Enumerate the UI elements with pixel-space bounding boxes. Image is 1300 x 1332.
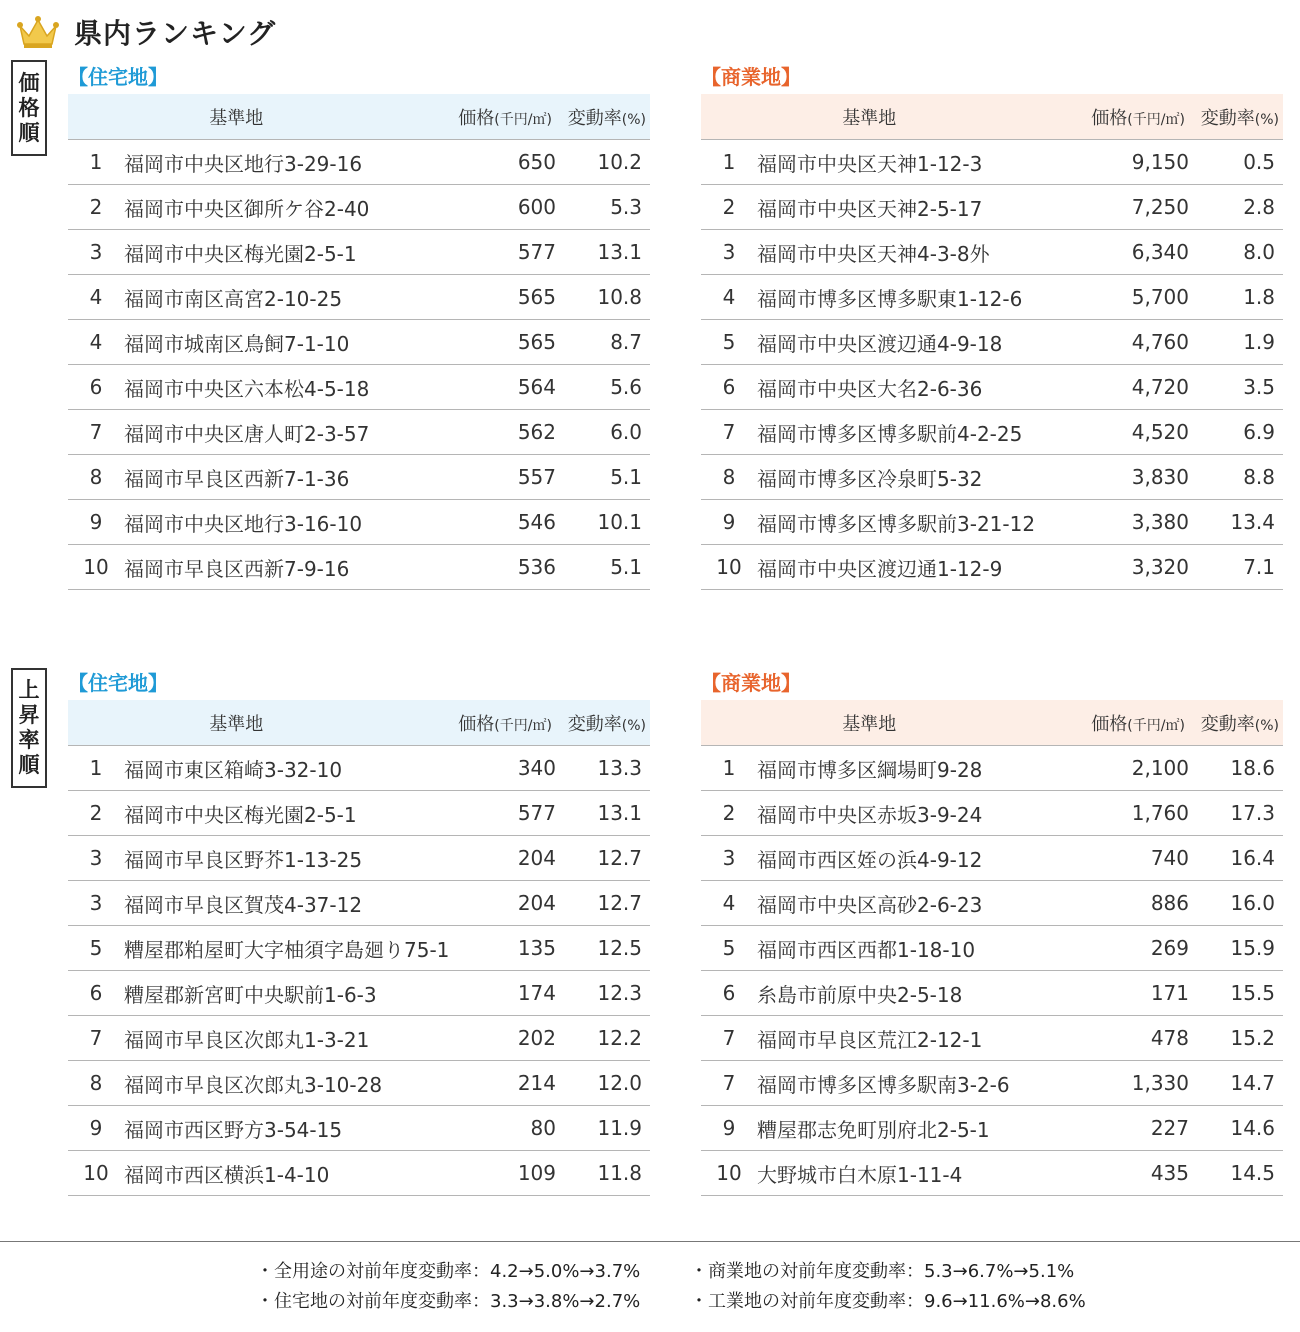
price-cell: 171 [1150, 981, 1189, 1005]
table-row [701, 275, 1283, 320]
rank-cell: 8 [89, 465, 103, 489]
price-cell: 7,250 [1131, 195, 1189, 219]
rank-cell: 9 [89, 1116, 103, 1140]
site-cell: 福岡市中央区大名2-6-36 [757, 376, 983, 401]
price-cell: 546 [517, 510, 556, 534]
rank-cell: 4 [89, 330, 103, 354]
rank-cell: 10 [716, 555, 742, 579]
column-header-site: 基準地 [209, 713, 264, 735]
site-cell: 福岡市中央区天神1-12-3 [757, 151, 983, 176]
table-row [701, 791, 1283, 836]
rank-cell: 5 [722, 936, 736, 960]
table-row [701, 836, 1283, 881]
rate-cell: 5.1 [610, 555, 642, 579]
table-row [701, 365, 1283, 410]
table-row [68, 230, 650, 275]
rank-cell: 7 [722, 1071, 736, 1095]
rank-cell: 6 [89, 375, 103, 399]
site-cell: 福岡市早良区西新7-9-16 [124, 556, 350, 581]
panel-rise-commercial [701, 666, 1283, 1196]
price-cell: 202 [517, 1026, 556, 1050]
table-row [701, 746, 1283, 791]
table-row [701, 545, 1283, 590]
table-row [701, 1016, 1283, 1061]
price-cell: 9,150 [1131, 150, 1189, 174]
rate-cell: 0.5 [1243, 150, 1275, 174]
rate-cell: 12.7 [597, 846, 642, 870]
site-cell: 福岡市早良区次郎丸3-10-28 [124, 1072, 383, 1097]
price-cell: 204 [517, 846, 556, 870]
table-row [701, 230, 1283, 275]
panel-title: 【商業地】 [701, 65, 801, 89]
rate-cell: 11.9 [597, 1116, 642, 1140]
column-header-site: 基準地 [842, 713, 897, 735]
table-row [701, 881, 1283, 926]
price-cell: 3,320 [1131, 555, 1189, 579]
rate-cell: 12.2 [597, 1026, 642, 1050]
price-cell: 577 [517, 240, 556, 264]
panel-price-residential [68, 60, 650, 590]
price-cell: 80 [530, 1116, 556, 1140]
rank-cell: 5 [722, 330, 736, 354]
table-row [68, 365, 650, 410]
table-row [68, 971, 650, 1016]
site-cell: 福岡市城南区鳥飼7-1-10 [124, 331, 350, 356]
notes-right [690, 1257, 1086, 1317]
panel-title: 【住宅地】 [68, 671, 168, 695]
table-row [701, 455, 1283, 500]
price-cell: 340 [517, 756, 556, 780]
page-title: 県内ランキング [74, 17, 277, 50]
site-cell: 福岡市中央区天神4-3-8外 [757, 241, 990, 266]
rate-cell: 10.2 [597, 150, 642, 174]
label-char: 率 [18, 728, 40, 752]
column-header-price [1085, 104, 1184, 130]
site-cell: 福岡市中央区渡辺通1-12-9 [757, 556, 1003, 581]
price-unit: (千円/㎡) [494, 111, 552, 128]
rate-cell: 15.2 [1230, 1026, 1275, 1050]
site-cell: 福岡市西区西都1-18-10 [757, 937, 976, 962]
price-cell: 562 [517, 420, 556, 444]
rank-cell: 4 [89, 285, 103, 309]
rank-cell: 5 [89, 936, 103, 960]
rate-cell: 16.0 [1230, 891, 1275, 915]
site-cell: 福岡市中央区天神2-5-17 [757, 196, 983, 221]
rate-cell: 5.1 [610, 465, 642, 489]
table-row [68, 500, 650, 545]
rank-cell: 8 [89, 1071, 103, 1095]
rate-cell: 8.7 [610, 330, 642, 354]
site-cell: 福岡市早良区賀茂4-37-12 [124, 892, 363, 917]
rate-label: 変動率 [1200, 713, 1255, 735]
price-cell: 577 [517, 801, 556, 825]
site-cell: 福岡市博多区博多駅前3-21-12 [757, 511, 1036, 536]
site-cell: 福岡市中央区六本松4-5-18 [124, 376, 370, 401]
table-row [68, 1061, 650, 1106]
rate-cell: 12.5 [597, 936, 642, 960]
price-cell: 557 [517, 465, 556, 489]
rate-cell: 1.9 [1243, 330, 1275, 354]
site-cell: 福岡市中央区赤坂3-9-24 [757, 802, 983, 827]
column-header-price [1085, 710, 1184, 736]
price-cell: 565 [517, 285, 556, 309]
table-row [68, 275, 650, 320]
price-unit: (千円/㎡) [1127, 717, 1185, 734]
site-cell: 福岡市早良区次郎丸1-3-21 [124, 1027, 370, 1052]
price-cell: 269 [1150, 936, 1189, 960]
site-cell: 福岡市中央区地行3-29-16 [124, 151, 363, 176]
column-header-rate [1185, 104, 1283, 130]
price-label: 価格 [1091, 713, 1128, 735]
site-cell: 大野城市白木原1-11-4 [757, 1162, 963, 1187]
price-cell: 1,760 [1131, 801, 1189, 825]
rate-cell: 11.8 [597, 1161, 642, 1185]
rank-cell: 9 [722, 1116, 736, 1140]
label-char: 順 [18, 753, 40, 777]
site-cell: 福岡市博多区綱場町9-28 [757, 757, 983, 782]
price-cell: 536 [517, 555, 556, 579]
table-row [701, 1106, 1283, 1151]
rate-cell: 7.1 [1243, 555, 1275, 579]
table-row [68, 410, 650, 455]
rank-cell: 10 [83, 555, 109, 579]
price-label: 価格 [458, 107, 495, 129]
table-row [701, 140, 1283, 185]
price-cell: 435 [1150, 1161, 1189, 1185]
column-header-rate [552, 710, 650, 736]
rank-cell: 4 [722, 891, 736, 915]
note-residential: ・住宅地の対前年度変動率：3.3→3.8%→2.7% [256, 1291, 641, 1312]
rank-cell: 2 [722, 195, 736, 219]
rank-cell: 3 [89, 891, 103, 915]
rate-cell: 10.1 [597, 510, 642, 534]
price-cell: 650 [517, 150, 556, 174]
rank-cell: 1 [722, 756, 736, 780]
site-cell: 福岡市博多区博多駅東1-12-6 [757, 286, 1023, 311]
table-row [68, 746, 650, 791]
site-cell: 福岡市博多区博多駅南3-2-6 [757, 1072, 1010, 1097]
price-cell: 214 [517, 1071, 556, 1095]
price-cell: 6,340 [1131, 240, 1189, 264]
rate-unit: (%) [621, 717, 646, 734]
site-cell: 福岡市南区高宮2-10-25 [124, 286, 343, 311]
rate-cell: 6.0 [610, 420, 642, 444]
table-row [68, 320, 650, 365]
rate-cell: 15.5 [1230, 981, 1275, 1005]
rank-cell: 6 [89, 981, 103, 1005]
rate-cell: 13.1 [597, 801, 642, 825]
rate-cell: 10.8 [597, 285, 642, 309]
price-label: 価格 [1091, 107, 1128, 129]
table-row [701, 500, 1283, 545]
site-cell: 糟屋郡新宮町中央駅前1-6-3 [124, 982, 377, 1007]
price-label: 価格 [458, 713, 495, 735]
price-unit: (千円/㎡) [494, 717, 552, 734]
price-cell: 478 [1150, 1026, 1189, 1050]
rank-cell: 8 [722, 465, 736, 489]
price-cell: 565 [517, 330, 556, 354]
price-cell: 600 [517, 195, 556, 219]
rank-cell: 9 [722, 510, 736, 534]
rate-cell: 13.1 [597, 240, 642, 264]
rank-cell: 1 [89, 150, 103, 174]
column-header-price [452, 710, 551, 736]
note-commercial: ・商業地の対前年度変動率：5.3→6.7%→5.1% [690, 1261, 1075, 1282]
rate-cell: 2.8 [1243, 195, 1275, 219]
rank-cell: 1 [89, 756, 103, 780]
rank-cell: 7 [89, 420, 103, 444]
table-row [68, 545, 650, 590]
site-cell: 福岡市西区横浜1-4-10 [124, 1162, 330, 1187]
rate-cell: 8.8 [1243, 465, 1275, 489]
site-cell: 福岡市中央区唐人町2-3-57 [124, 421, 370, 446]
site-cell: 福岡市早良区荒江2-12-1 [757, 1027, 983, 1052]
site-cell: 福岡市中央区高砂2-6-23 [757, 892, 983, 917]
rank-cell: 6 [722, 375, 736, 399]
rank-cell: 2 [722, 801, 736, 825]
rate-label: 変動率 [567, 713, 622, 735]
column-header-site: 基準地 [842, 107, 897, 129]
table-row [68, 1016, 650, 1061]
rate-unit: (%) [621, 111, 646, 128]
rate-cell: 6.9 [1243, 420, 1275, 444]
table-row [68, 926, 650, 971]
price-cell: 5,700 [1131, 285, 1189, 309]
site-cell: 福岡市中央区梅光園2-5-1 [124, 241, 357, 266]
page-header [16, 10, 276, 54]
table-header [701, 700, 1283, 746]
panel-title: 【商業地】 [701, 671, 801, 695]
price-cell: 3,380 [1131, 510, 1189, 534]
ranking-table [68, 700, 650, 1196]
label-char: 価 [18, 70, 40, 95]
price-cell: 740 [1150, 846, 1189, 870]
site-cell: 福岡市中央区梅光園2-5-1 [124, 802, 357, 827]
section-label-rise-order [11, 668, 47, 788]
table-row [68, 1106, 650, 1151]
table-header [68, 700, 650, 746]
ranking-table [701, 94, 1283, 590]
table-header [68, 94, 650, 140]
table-row [701, 926, 1283, 971]
table-row [68, 185, 650, 230]
panel-price-commercial [701, 60, 1283, 590]
table-row [701, 185, 1283, 230]
site-cell: 福岡市西区野方3-54-15 [124, 1117, 343, 1142]
rate-cell: 12.7 [597, 891, 642, 915]
table-row [68, 836, 650, 881]
footer-divider [0, 1241, 1300, 1242]
table-row [701, 320, 1283, 365]
table-row [68, 881, 650, 926]
rank-cell: 4 [722, 285, 736, 309]
price-cell: 564 [517, 375, 556, 399]
column-header-rate [1185, 710, 1283, 736]
site-cell: 福岡市西区姪の浜4-9-12 [757, 847, 983, 872]
note-industrial: ・工業地の対前年度変動率：9.6→11.6%→8.6% [690, 1291, 1086, 1312]
rate-cell: 14.6 [1230, 1116, 1275, 1140]
panel-title: 【住宅地】 [68, 65, 168, 89]
panel-rise-residential [68, 666, 650, 1196]
column-header-site: 基準地 [209, 107, 264, 129]
price-cell: 109 [517, 1161, 556, 1185]
table-row [701, 1151, 1283, 1196]
site-cell: 福岡市早良区野芥1-13-25 [124, 847, 363, 872]
site-cell: 福岡市早良区西新7-1-36 [124, 466, 350, 491]
rate-cell: 14.5 [1230, 1161, 1275, 1185]
table-row [68, 1151, 650, 1196]
note-all-use: ・全用途の対前年度変動率：4.2→5.0%→3.7% [256, 1261, 641, 1282]
table-row [701, 971, 1283, 1016]
table-header [701, 94, 1283, 140]
rate-cell: 3.5 [1243, 375, 1275, 399]
rank-cell: 3 [89, 846, 103, 870]
price-cell: 174 [517, 981, 556, 1005]
rate-cell: 1.8 [1243, 285, 1275, 309]
rate-unit: (%) [1254, 111, 1279, 128]
site-cell: 福岡市博多区博多駅前4-2-25 [757, 421, 1023, 446]
label-char: 上 [18, 678, 40, 702]
rate-unit: (%) [1254, 717, 1279, 734]
ranking-table [68, 94, 650, 590]
price-cell: 204 [517, 891, 556, 915]
rate-cell: 13.3 [597, 756, 642, 780]
notes-left [256, 1257, 640, 1317]
column-header-price [452, 104, 551, 130]
rate-label: 変動率 [1200, 107, 1255, 129]
rank-cell: 1 [722, 150, 736, 174]
ranking-table [701, 700, 1283, 1196]
price-cell: 886 [1150, 891, 1189, 915]
rank-cell: 7 [89, 1026, 103, 1050]
price-cell: 4,520 [1131, 420, 1189, 444]
rank-cell: 7 [722, 1026, 736, 1050]
table-row [68, 455, 650, 500]
price-cell: 135 [517, 936, 556, 960]
column-header-rate [552, 104, 650, 130]
rank-cell: 10 [716, 1161, 742, 1185]
rank-cell: 3 [89, 240, 103, 264]
label-char: 順 [18, 120, 40, 145]
site-cell: 福岡市博多区冷泉町5-32 [757, 466, 983, 491]
rate-cell: 18.6 [1230, 756, 1275, 780]
rank-cell: 2 [89, 195, 103, 219]
rate-cell: 16.4 [1230, 846, 1275, 870]
table-row [68, 791, 650, 836]
rank-cell: 9 [89, 510, 103, 534]
price-unit: (千円/㎡) [1127, 111, 1185, 128]
rank-cell: 10 [83, 1161, 109, 1185]
rate-cell: 8.0 [1243, 240, 1275, 264]
rank-cell: 3 [722, 240, 736, 264]
rate-label: 変動率 [567, 107, 622, 129]
table-row [701, 410, 1283, 455]
price-cell: 3,830 [1131, 465, 1189, 489]
site-cell: 福岡市中央区御所ケ谷2-40 [124, 196, 370, 221]
rate-cell: 17.3 [1230, 801, 1275, 825]
site-cell: 福岡市中央区地行3-16-10 [124, 511, 363, 536]
rate-cell: 13.4 [1230, 510, 1275, 534]
rank-cell: 2 [89, 801, 103, 825]
rank-cell: 7 [722, 420, 736, 444]
rank-cell: 6 [722, 981, 736, 1005]
rate-cell: 12.0 [597, 1071, 642, 1095]
price-cell: 2,100 [1131, 756, 1189, 780]
site-cell: 糸島市前原中央2-5-18 [757, 982, 963, 1007]
rate-cell: 5.6 [610, 375, 642, 399]
section-label-price-order [11, 60, 47, 156]
rate-cell: 15.9 [1230, 936, 1275, 960]
price-cell: 4,760 [1131, 330, 1189, 354]
price-cell: 227 [1150, 1116, 1189, 1140]
site-cell: 糟屋郡志免町別府北2-5-1 [757, 1117, 990, 1142]
rate-cell: 12.3 [597, 981, 642, 1005]
price-cell: 1,330 [1131, 1071, 1189, 1095]
label-char: 昇 [18, 703, 40, 727]
table-row [701, 1061, 1283, 1106]
rate-cell: 14.7 [1230, 1071, 1275, 1095]
site-cell: 福岡市中央区渡辺通4-9-18 [757, 331, 1003, 356]
rank-cell: 3 [722, 846, 736, 870]
label-char: 格 [18, 95, 40, 120]
rate-cell: 5.3 [610, 195, 642, 219]
site-cell: 糟屋郡粕屋町大字柚須字島廻り75-1 [124, 937, 450, 962]
site-cell: 福岡市東区箱崎3-32-10 [124, 757, 343, 782]
table-row [68, 140, 650, 185]
price-cell: 4,720 [1131, 375, 1189, 399]
crown-icon [16, 14, 60, 50]
